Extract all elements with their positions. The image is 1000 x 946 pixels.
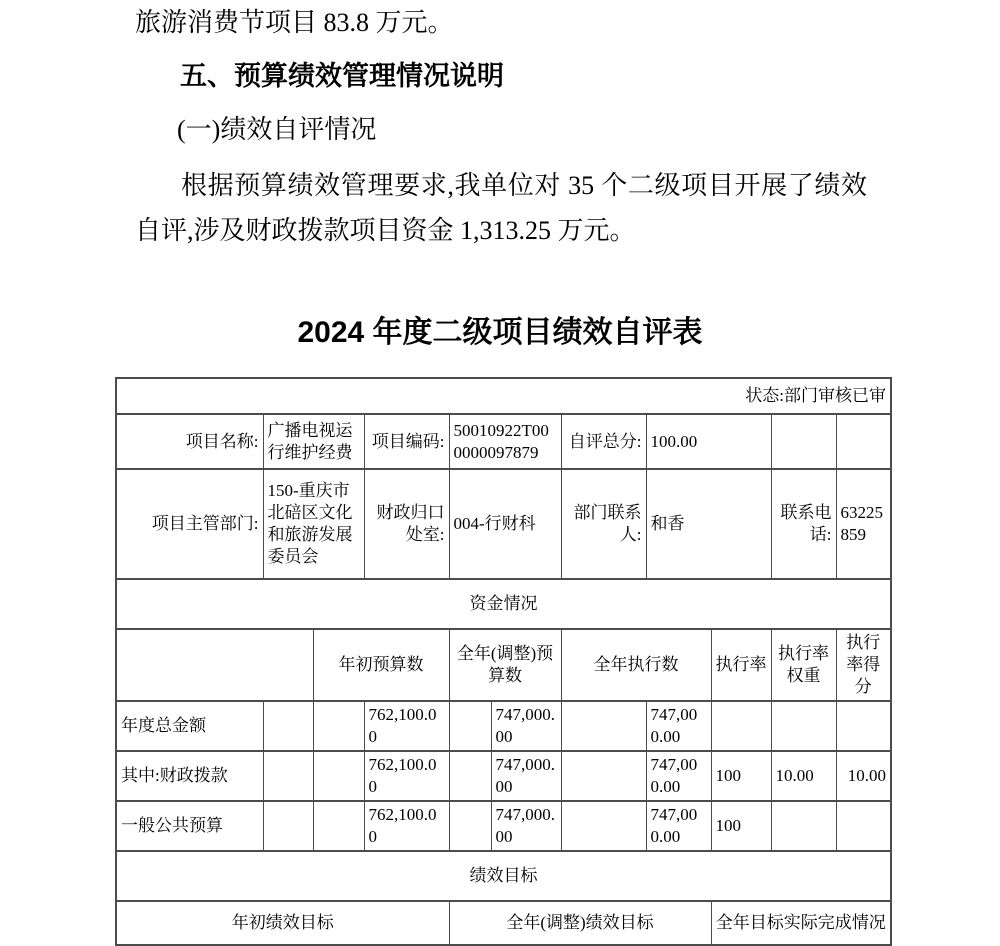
initial-goal-header: 年初绩效目标 (116, 901, 449, 945)
rate-score-value (836, 701, 891, 751)
execution-rate-value (711, 701, 771, 751)
funding-header-row (116, 629, 891, 701)
project-code-value: 50010922T000000097879 (449, 414, 561, 469)
empty-cell (561, 801, 646, 851)
project-name-label: 项目名称: (116, 414, 263, 469)
execution-rate-value: 100 (711, 751, 771, 801)
adjusted-budget-value: 747,000.00 (491, 701, 561, 751)
funding-row-label: 年度总金额 (116, 701, 263, 751)
funding-section-title: 资金情况 (116, 579, 891, 629)
self-score-value: 100.00 (646, 414, 771, 469)
adjusted-budget-value: 747,000.00 (491, 801, 561, 851)
project-info-row-2 (116, 469, 891, 579)
executed-amount-value: 747,000.00 (646, 701, 711, 751)
body-paragraph: 根据预算绩效管理要求,我单位对 35 个二级项目开展了绩效自评,涉及财政拨款项目资金 1,313.25 万元。 (135, 171, 867, 245)
finance-office-label: 财政归口处室: (364, 469, 449, 579)
empty-cell (263, 751, 313, 801)
rate-score-value (836, 801, 891, 851)
goal-header-row (116, 901, 891, 945)
empty-cell (561, 751, 646, 801)
contact-person-label: 部门联系人: (561, 469, 646, 579)
execution-rate-header: 执行率 (711, 629, 771, 701)
table-title: 2024 年度二级项目绩效自评表 (297, 316, 703, 349)
executed-amount-value: 747,000.00 (646, 801, 711, 851)
empty-cell (116, 629, 313, 701)
initial-budget-header: 年初预算数 (313, 629, 449, 701)
rate-weight-value: 10.00 (771, 751, 836, 801)
empty-cell (449, 701, 491, 751)
empty-cell (313, 751, 364, 801)
project-code-label: 项目编码: (364, 414, 449, 469)
funding-row-label: 一般公共预算 (116, 801, 263, 851)
project-name-value: 广播电视运行维护经费 (263, 414, 364, 469)
execution-rate-value: 100 (711, 801, 771, 851)
finance-office-value: 004-行财科 (449, 469, 561, 579)
self-evaluation-table (115, 377, 892, 946)
self-score-label: 自评总分: (561, 414, 646, 469)
adjusted-budget-value: 747,000.00 (491, 751, 561, 801)
initial-budget-value: 762,100.00 (364, 751, 449, 801)
rate-weight-value (771, 701, 836, 751)
empty-cell (771, 414, 836, 469)
rate-score-value: 10.00 (836, 751, 891, 801)
initial-budget-value: 762,100.00 (364, 801, 449, 851)
goal-section-row (116, 851, 891, 901)
status-row (116, 378, 891, 414)
executed-amount-value: 747,000.00 (646, 751, 711, 801)
project-info-row-1 (116, 414, 891, 469)
contact-person-value: 和香 (646, 469, 771, 579)
rate-weight-header: 执行率权重 (771, 629, 836, 701)
section-heading: 五、预算绩效管理情况说明 (180, 61, 504, 91)
empty-cell (263, 801, 313, 851)
funding-row-public-budget (116, 801, 891, 851)
empty-cell (313, 701, 364, 751)
empty-cell (449, 751, 491, 801)
funding-row-fiscal (116, 751, 891, 801)
competent-department-value: 150-重庆市北碚区文化和旅游发展委员会 (263, 469, 364, 579)
adjusted-budget-header: 全年(调整)预算数 (449, 629, 561, 701)
intro-line: 旅游消费节项目 83.8 万元。 (135, 8, 454, 37)
initial-budget-value: 762,100.00 (364, 701, 449, 751)
funding-section-row (116, 579, 891, 629)
actual-completion-header: 全年目标实际完成情况 (711, 901, 891, 945)
executed-amount-header: 全年执行数 (561, 629, 711, 701)
competent-department-label: 项目主管部门: (116, 469, 263, 579)
empty-cell (561, 701, 646, 751)
status-text: 状态:部门审核已审 (116, 378, 891, 414)
funding-row-total (116, 701, 891, 751)
rate-weight-value (771, 801, 836, 851)
adjusted-goal-header: 全年(调整)绩效目标 (449, 901, 711, 945)
empty-cell (449, 801, 491, 851)
rate-score-header: 执行率得分 (836, 629, 891, 701)
funding-row-label: 其中:财政拨款 (116, 751, 263, 801)
empty-cell (836, 414, 891, 469)
goal-section-title: 绩效目标 (116, 851, 891, 901)
contact-phone-value: 63225859 (836, 469, 891, 579)
contact-phone-label: 联系电话: (771, 469, 836, 579)
sub-heading: (一)绩效自评情况 (177, 115, 377, 144)
empty-cell (313, 801, 364, 851)
empty-cell (263, 701, 313, 751)
